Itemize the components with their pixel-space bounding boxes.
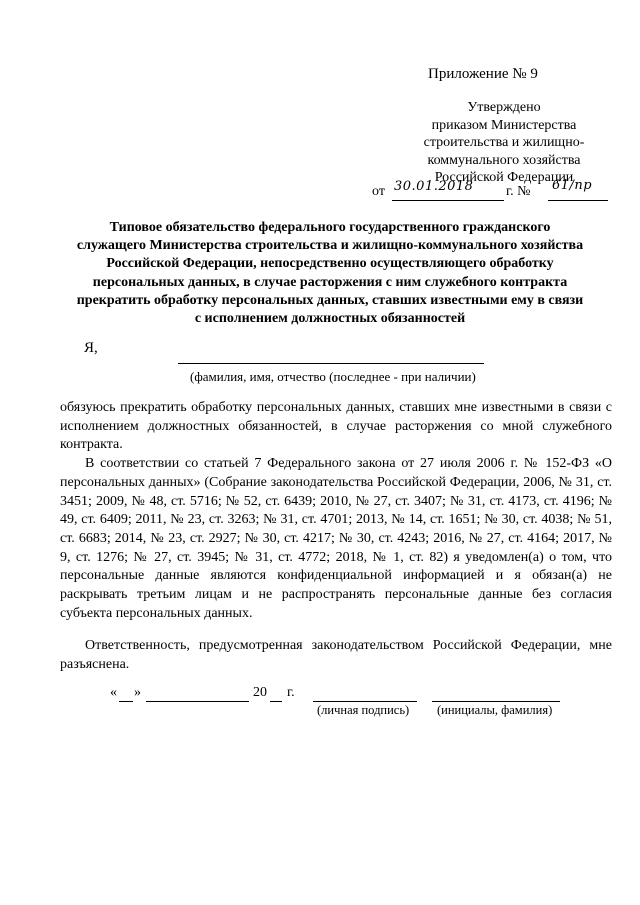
title-line: персональных данных, в случае расторжения с ним служебного контракта [92, 274, 568, 290]
signature-blank[interactable] [313, 701, 417, 702]
initials-blank[interactable] [432, 701, 560, 702]
full-name-blank[interactable] [178, 363, 484, 364]
month-blank[interactable] [146, 701, 249, 702]
day-blank[interactable] [119, 701, 133, 702]
responsibility-paragraph: Ответственность, предусмотренная законодательством Российской Федерации, мне разъяснена. [60, 638, 612, 673]
date-quote-close: » [134, 685, 141, 700]
approval-line: Утверждено [467, 100, 541, 115]
approval-line: приказом Министерства [431, 117, 577, 133]
initials-caption: (инициалы, фамилия) [437, 703, 553, 717]
full-name-caption: (фамилия, имя, отчество (последнее - при наличии) [190, 369, 476, 384]
approval-line: строительства и жилищно- [423, 135, 585, 150]
title-line: служащего Министерства строительства и жилищно-коммунального хозяйства [76, 238, 584, 254]
approval-line: Российской Федерации [434, 170, 574, 185]
title-line: с исполнением должностных обязанностей [194, 311, 466, 327]
approval-stamp [404, 99, 604, 187]
order-number-handwritten: 61/пр [552, 178, 593, 193]
title-line: прекратить обработку персональных данных, ставших известными ему в связи [76, 292, 584, 308]
signature-block [0, 685, 640, 725]
date-quote-open: « [110, 685, 117, 700]
law-notice-paragraph: В соответствии со статьей 7 Федерального закона от 27 июля 2006 г. № 152-ФЗ «О персональных данных» (Собрание законодательства Российской Федерации, 2006, № 31, ст. 3451; 2009, № 48, ст. 5716; № 52, ст. 6439; 2010, № 27, ст. 3407; № 31, ст. 4173, ст. 4196; № 49, ст. 6409; 2011, № 23, ст. 3263; № 31, ст. 4701; 2013, № 14, ст. 1651; № 30, ст. 4038; № 51, ст. 6683; 2014, № 23, ст. 2927; № 30, ст. 4217; № 30, ст. 4243; 2016, № 27, ст. 4164; 2017, № 9, ст. 1276; № 27, ст. 3945; № 31, ст. 4772; 2018, № 1, ст. 82) я уведомлен(а) о том, что персональные данные являются конфиденциальной информацией и я обязан(а) не раскрывать третьим лицам и не распространять персональные данные без согласия субъекта персональных данных. [60, 456, 612, 621]
pledge-paragraph: обязуюсь прекратить обработку персональных данных, ставших мне известными в связи с исполнением должностных обязанностей, в случае расторжения со мной служебного контракта. [60, 400, 612, 453]
title-line: Российской Федерации, непосредственно осуществляющего обработку [106, 256, 554, 272]
appendix-number: Приложение № 9 [428, 66, 538, 82]
document-title [60, 219, 600, 328]
order-number-label: г. № [506, 184, 531, 199]
order-reference [372, 178, 612, 203]
approval-line: коммунального хозяйства [427, 152, 581, 168]
pledge-pronoun: Я, [84, 340, 98, 356]
year-blank[interactable] [270, 701, 282, 702]
signature-caption: (личная подпись) [317, 703, 410, 717]
order-prefix: от [372, 184, 385, 199]
year-prefix: 20 [253, 685, 267, 700]
document-body [60, 399, 612, 675]
year-suffix: г. [287, 685, 295, 700]
title-line: Типовое обязательство федерального государственного гражданского [109, 220, 551, 235]
order-date-handwritten: 30.01.2018 [394, 179, 474, 194]
order-date-underline [392, 200, 504, 201]
order-number-underline [548, 200, 608, 201]
